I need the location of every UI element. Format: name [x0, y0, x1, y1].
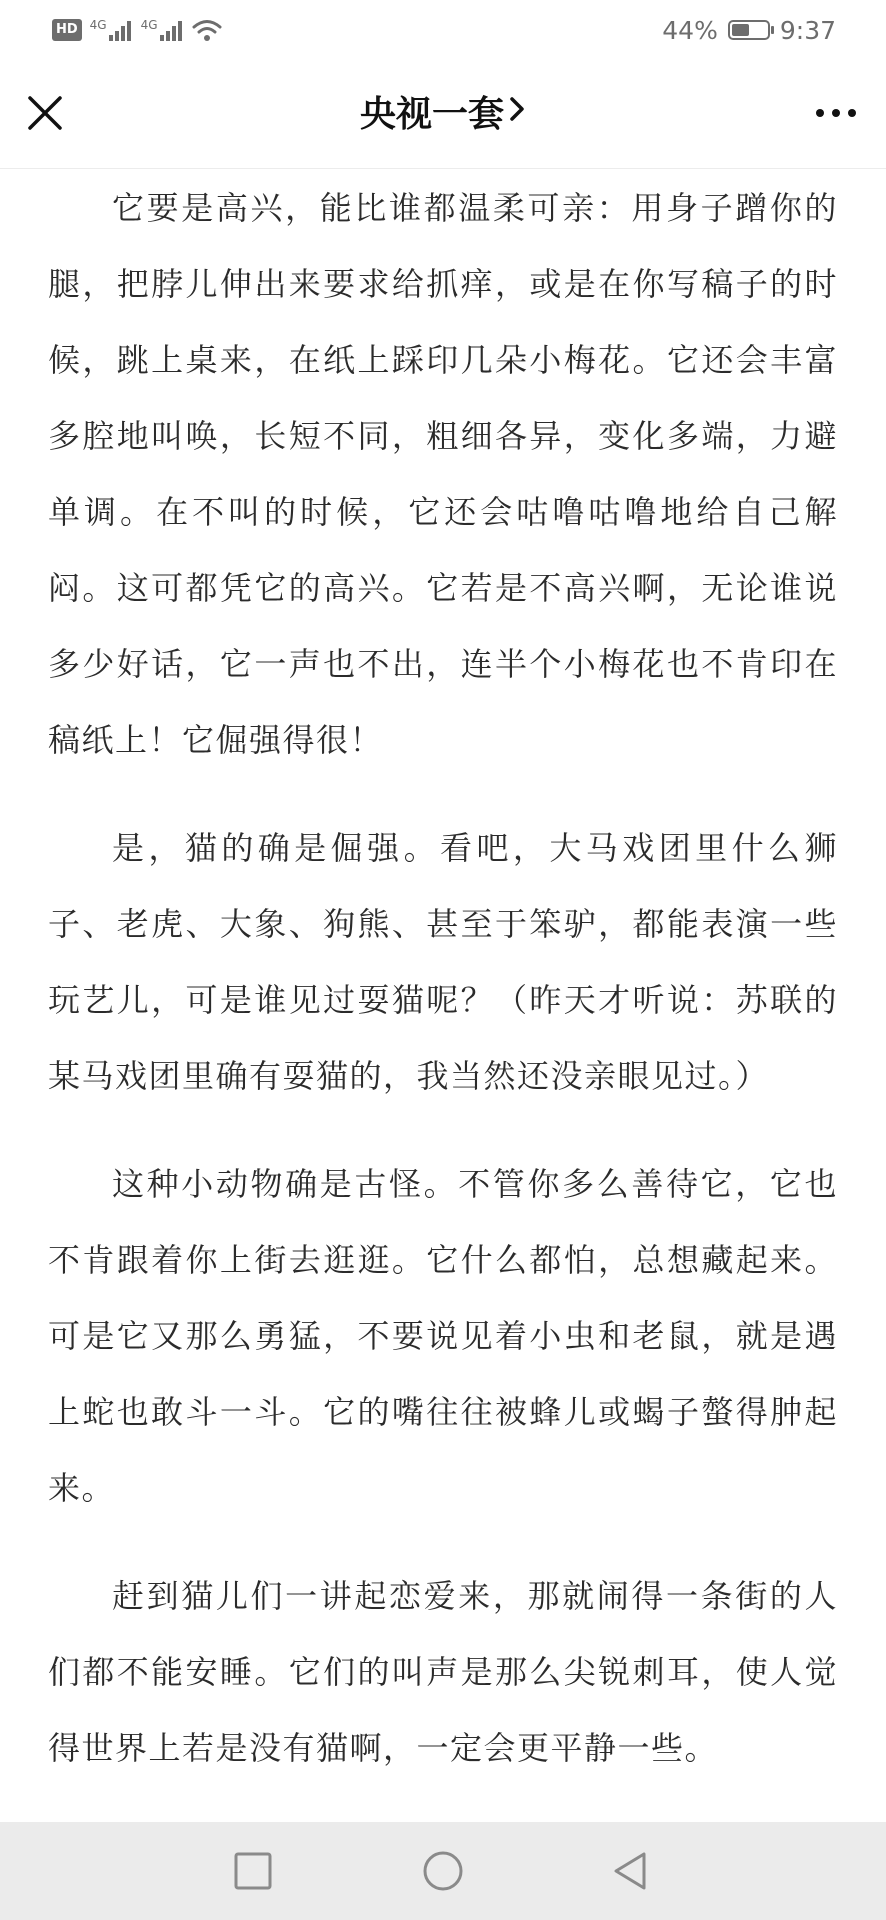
hd-badge: HD	[52, 19, 82, 41]
back-button[interactable]	[606, 1846, 656, 1896]
home-button[interactable]	[418, 1846, 468, 1896]
battery-icon	[728, 20, 770, 40]
signal-icon-2	[141, 19, 184, 41]
system-navigation-bar	[0, 1822, 886, 1920]
triangle-back-icon	[606, 1846, 656, 1896]
more-dots-icon	[806, 88, 866, 138]
circle-icon	[418, 1846, 468, 1896]
paragraph: 赶到猫儿们一讲起恋爱来，那就闹得一条街的人们都不能安睡。它们的叫声是那么尖锐刺耳，使人觉得世界上若是没有猫啊，一定会更平静一些。	[48, 1577, 838, 1767]
page-title: 央视一套	[359, 94, 504, 135]
chevron-right-icon	[508, 88, 526, 138]
battery-percent: 44%	[662, 15, 718, 45]
square-icon	[228, 1846, 278, 1896]
paragraph: 这种小动物确是古怪。不管你多么善待它，它也不肯跟着你上街去逛逛。它什么都怕，总想藏起来。可是它又那么勇猛，不要说见着小虫和老鼠，就是遇上蛇也敢斗一斗。它的嘴往往被蜂儿或蝎子螫得肿起来。	[48, 1165, 838, 1507]
recent-apps-button[interactable]	[228, 1846, 278, 1896]
paragraph: 是，猫的确是倔强。看吧，大马戏团里什么狮子、老虎、大象、狗熊、甚至于笨驴，都能表演一些玩艺儿，可是谁见过耍猫呢？（昨天才听说：苏联的某马戏团里确有耍猫的，我当然还没亲眼见过。）	[48, 829, 838, 1095]
status-left	[52, 14, 222, 46]
clock: 9:37	[779, 15, 836, 45]
account-title[interactable]	[0, 90, 886, 140]
network-type-label: 4G	[89, 18, 107, 32]
status-bar	[0, 0, 886, 62]
signal-icon	[90, 19, 133, 41]
nav-bar	[0, 62, 886, 169]
article-body	[48, 168, 838, 1818]
status-right	[662, 14, 836, 46]
signal-bars-icon	[109, 19, 133, 41]
paragraph: 它要是高兴，能比谁都温柔可亲：用身子蹭你的腿，把脖儿伸出来要求给抓痒，或是在你写稿子的时候，跳上桌来，在纸上踩印几朵小梅花。它还会丰富多腔地叫唤，长短不同，粗细各异，变化多端，力避单调。在不叫的时候，它还会咕噜咕噜地给自己解闷。这可都凭它的高兴。它若是不高兴啊，无论谁说多少好话，它一声也不出，连半个小梅花也不肯印在稿纸上！它倔强得很！	[48, 189, 838, 759]
signal-bars-icon-2	[160, 19, 184, 41]
more-button[interactable]	[806, 88, 866, 138]
network-type-label-2: 4G	[140, 18, 158, 32]
wifi-icon	[192, 18, 222, 42]
